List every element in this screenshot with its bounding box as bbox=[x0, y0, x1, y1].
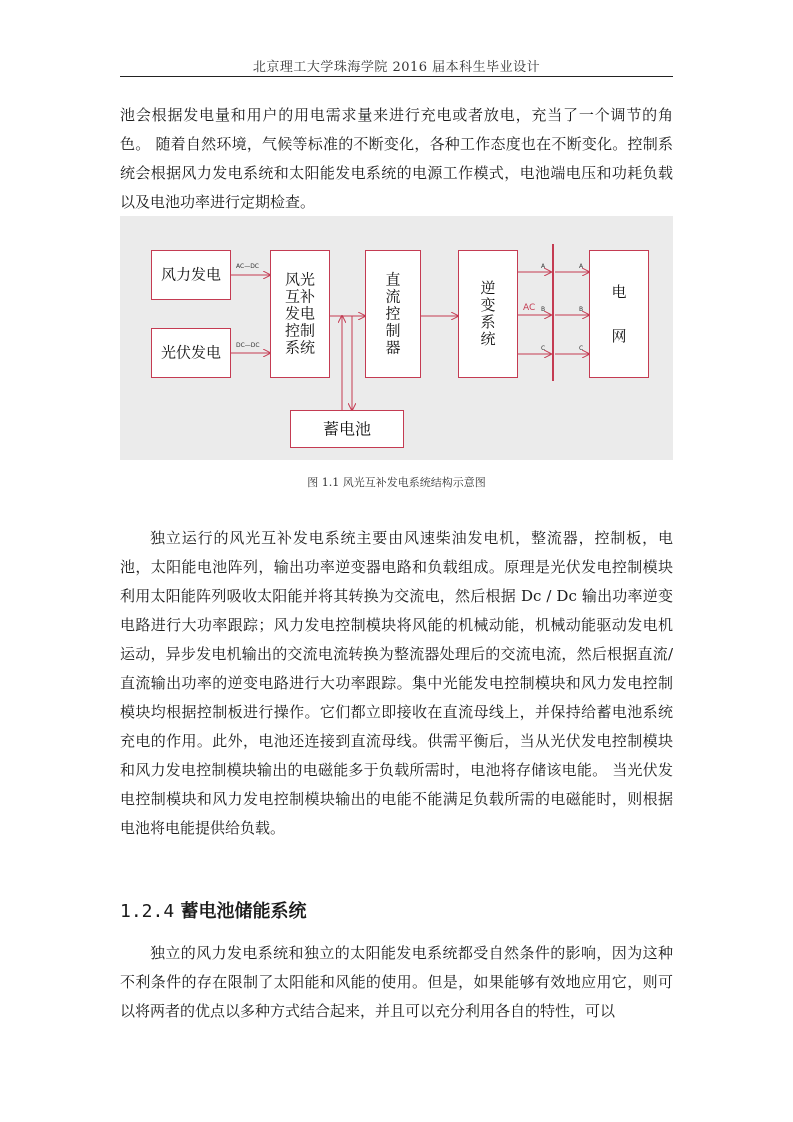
inverter-box bbox=[458, 250, 518, 378]
section-title: 蓄电池储能系统 bbox=[180, 901, 307, 922]
wind-power-box bbox=[151, 250, 231, 300]
phase-b-label-1: B bbox=[541, 306, 546, 313]
page-header: 北京理工大学珠海学院 2016 届本科生毕业设计 bbox=[252, 60, 541, 75]
dc-controller-box bbox=[365, 250, 421, 378]
phase-a-label-2: A bbox=[579, 263, 584, 270]
section-number: 1.2.4 bbox=[120, 901, 175, 922]
phase-c-label-2: C bbox=[579, 345, 584, 352]
system-diagram bbox=[120, 216, 673, 460]
phase-b-label-2: B bbox=[579, 306, 584, 313]
wind-power-label: 风力发电 bbox=[160, 265, 221, 284]
grid-label: 电网 bbox=[611, 283, 627, 345]
paragraph-2: 独立运行的风光互补发电系统主要由风速柴油发电机，整流器，控制板，电池，太阳能电池阵列，输出功率逆变器电路和负载组成。原理是光伏发电控制模块利用太阳能阵列吸收太阳能并将其转换为交流电，然后根据 Dc / Dc 输出功率逆变电路进行大功率跟踪；风力发电控制模块将风能的机械动能，机械动能驱动发电机运动，异步发电机输出的交流电流转换为整流器处理后的交流电流，然后根据直流/直流输出功率的逆变电路进行大功率跟踪。集中光能发电控制模块和风力发电控制模块均根据控制板进行操作。它们都立即接收在直流母线上，并保持给蓄电池系统充电的作用。此外，电池还连接到直流母线。供需平衡后，当从光伏发电控制模块和风力发电控制模块输出的电磁能多于负载所需时，电池将存储该电能。 当光伏发电控制模块和风力发电控制模块输出的电能不能满足负载所需的电磁能时，则根据电池将电能提供给负载。 bbox=[120, 529, 673, 837]
figure-caption: 图 1.1 风光互补发电系统结构示意图 bbox=[307, 476, 486, 489]
hybrid-controller-label: 风光互补发电控制系统 bbox=[284, 270, 315, 357]
battery-box bbox=[290, 410, 404, 448]
battery-label: 蓄电池 bbox=[322, 419, 371, 439]
section-heading bbox=[120, 897, 306, 923]
dc-controller-label: 直流控制器 bbox=[385, 270, 401, 357]
header-rule bbox=[120, 76, 673, 77]
phase-c-label-1: C bbox=[541, 345, 546, 352]
paragraph-1: 池会根据发电量和用户的用电需求量来进行充电或者放电，充当了一个调节的角色。 随着自然环境，气候等标准的不断变化，各种工作态度也在不断变化。控制系统会根据风力发电系统和太阳能发电系统的电源工作模式，电池端电压和功耗负载以及电池功率进行定期检查。 bbox=[120, 106, 673, 211]
phase-a-label-1: A bbox=[541, 263, 546, 270]
grid-box bbox=[589, 250, 649, 378]
dc-dc-label: DC—DC bbox=[236, 342, 260, 349]
pv-power-box bbox=[151, 328, 231, 378]
ac-label: AC bbox=[523, 303, 536, 313]
hybrid-controller-box bbox=[270, 250, 330, 378]
ac-dc-label: AC—DC bbox=[236, 263, 259, 270]
inverter-label: 逆变系统 bbox=[480, 279, 496, 348]
pv-power-label: 光伏发电 bbox=[160, 343, 221, 362]
paragraph-3: 独立的风力发电系统和独立的太阳能发电系统都受自然条件的影响，因为这种不利条件的存在限制了太阳能和风能的使用。但是，如果能够有效地应用它，则可以将两者的优点以多种方式结合起来，并且可以充分利用各自的特性，可以 bbox=[120, 944, 673, 1020]
